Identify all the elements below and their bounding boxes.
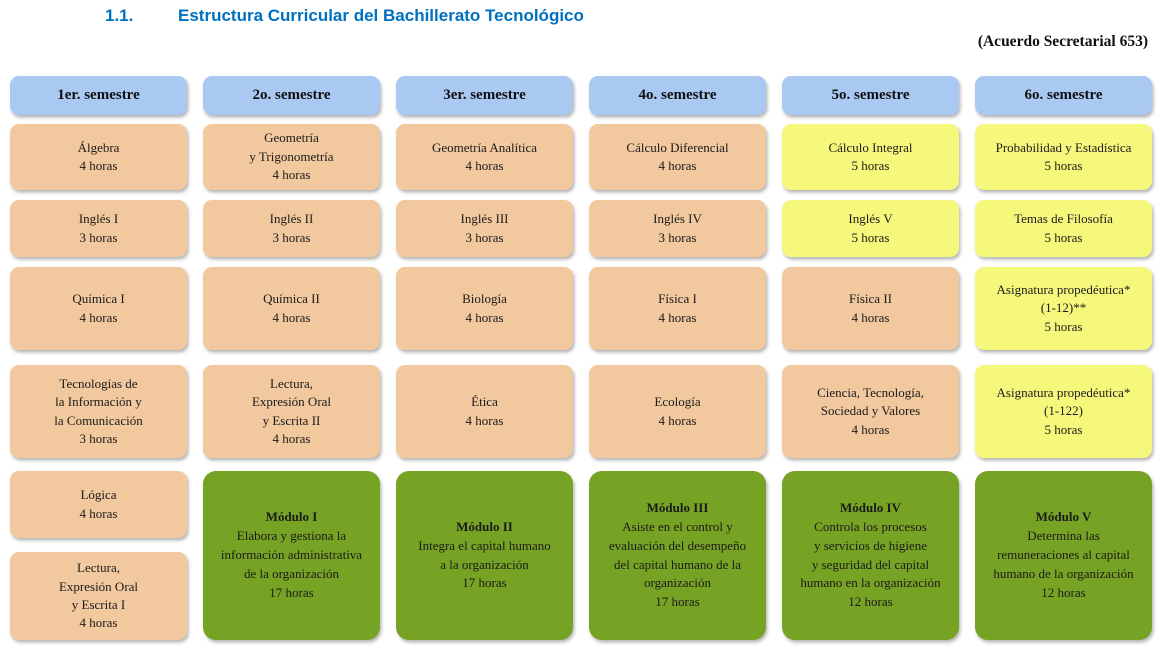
course-cell bbox=[396, 267, 573, 350]
course-cell bbox=[396, 200, 573, 257]
course-line: 4 horas bbox=[79, 158, 118, 173]
course-line: Cálculo Integral bbox=[828, 139, 913, 155]
module-cell bbox=[975, 471, 1152, 640]
course-line: 4 horas bbox=[272, 167, 311, 183]
module-title: Módulo IV bbox=[839, 499, 902, 515]
semester-column-5 bbox=[782, 76, 959, 640]
course-line: y servicios de higiene bbox=[814, 537, 927, 553]
course-cell bbox=[10, 267, 187, 350]
course-cell bbox=[782, 200, 959, 257]
course-line: 3 horas bbox=[658, 229, 697, 245]
course-line: Integra el capital humano bbox=[418, 537, 551, 553]
course-cell bbox=[589, 124, 766, 190]
course-line: 4 horas bbox=[272, 430, 311, 446]
semester-header: 4o. semestre bbox=[589, 76, 766, 115]
semester-column-4 bbox=[589, 76, 766, 640]
course-line: y Trigonometría bbox=[249, 148, 334, 164]
course-line: Biología bbox=[462, 291, 507, 307]
course-line: 3 horas bbox=[272, 229, 311, 245]
course-cell bbox=[782, 124, 959, 190]
course-line: 4 horas bbox=[79, 505, 118, 521]
course-line: 12 horas bbox=[1041, 584, 1086, 600]
module-title: Módulo I bbox=[265, 509, 318, 525]
course-cell bbox=[396, 124, 573, 190]
course-line: 4 horas bbox=[79, 309, 118, 325]
semester-column-3 bbox=[396, 76, 573, 640]
course-line: Álgebra bbox=[77, 139, 120, 155]
course-line: Lectura, bbox=[270, 375, 313, 391]
course-cell bbox=[10, 471, 187, 538]
course-line: 5 horas bbox=[851, 229, 890, 245]
course-line: de la organización bbox=[243, 565, 340, 581]
course-cell bbox=[10, 124, 187, 190]
course-line: 4 horas bbox=[851, 421, 890, 437]
course-line: la Comunicación bbox=[54, 412, 143, 428]
course-line: Elabora y gestiona la bbox=[236, 528, 347, 544]
course-line: Controla los procesos bbox=[814, 518, 927, 534]
course-line: 4 horas bbox=[465, 309, 504, 325]
course-line: Asignatura propedéutica* bbox=[996, 384, 1131, 400]
course-line: Física I bbox=[658, 291, 697, 307]
course-line: Asiste en el control y bbox=[622, 518, 733, 534]
course-line: 4 horas bbox=[658, 158, 697, 173]
course-line: 4 horas bbox=[465, 158, 504, 173]
course-cell bbox=[203, 365, 380, 458]
course-cell bbox=[203, 124, 380, 190]
semester-column-1 bbox=[10, 76, 187, 640]
course-cell bbox=[203, 267, 380, 350]
course-cell bbox=[975, 124, 1152, 190]
course-line: Inglés III bbox=[460, 211, 509, 227]
course-cell bbox=[975, 200, 1152, 257]
module-title: Módulo II bbox=[456, 518, 513, 534]
semester-header: 1er. semestre bbox=[10, 76, 187, 115]
course-line: a la organización bbox=[440, 556, 529, 572]
course-line: Cálculo Diferencial bbox=[626, 139, 729, 155]
course-cell bbox=[589, 267, 766, 350]
module-title: Módulo V bbox=[1035, 509, 1092, 525]
course-cell bbox=[782, 365, 959, 458]
course-line: humano de la organización bbox=[993, 565, 1134, 581]
course-line: Sociedad y Valores bbox=[820, 403, 921, 419]
course-line: 5 horas bbox=[1044, 229, 1083, 245]
section-title-text: Estructura Curricular del Bachillerato Tecnológico bbox=[178, 6, 584, 25]
course-line: 4 horas bbox=[465, 412, 504, 428]
course-cell bbox=[10, 365, 187, 458]
course-cell bbox=[589, 365, 766, 458]
course-cell bbox=[975, 365, 1152, 458]
course-line: (1-122) bbox=[1044, 403, 1083, 419]
semester-column-2 bbox=[203, 76, 380, 640]
course-line: y Escrita II bbox=[262, 412, 321, 428]
course-line: Temas de Filosofía bbox=[1014, 211, 1113, 227]
course-line: Inglés V bbox=[848, 211, 893, 227]
course-line: 12 horas bbox=[848, 594, 893, 610]
module-cell bbox=[396, 471, 573, 640]
curriculum-grid bbox=[10, 76, 1152, 640]
course-line: Inglés I bbox=[78, 211, 119, 227]
course-line: 3 horas bbox=[465, 229, 504, 245]
course-line: Tecnologías de bbox=[59, 375, 138, 391]
acuerdo-annotation: (Acuerdo Secretarial 653) bbox=[977, 33, 1148, 50]
course-line: 17 horas bbox=[655, 594, 700, 610]
course-line: 5 horas bbox=[1044, 158, 1083, 173]
course-line: Lectura, bbox=[77, 560, 120, 576]
course-line: remuneraciones al capital bbox=[997, 547, 1130, 563]
section-title bbox=[10, 6, 1152, 26]
course-line: 4 horas bbox=[658, 412, 697, 428]
course-line: información administrativa bbox=[220, 547, 363, 563]
course-line: 17 horas bbox=[462, 575, 507, 591]
course-line: Determina las bbox=[1027, 528, 1100, 544]
course-line: 5 horas bbox=[1044, 318, 1083, 334]
course-line: del capital humano de la bbox=[613, 556, 742, 572]
course-line: 4 horas bbox=[658, 309, 697, 325]
course-line: Ética bbox=[471, 394, 498, 410]
course-line: Ecología bbox=[654, 394, 701, 410]
semester-header: 6o. semestre bbox=[975, 76, 1152, 115]
course-line: la Información y bbox=[55, 394, 142, 410]
course-cell bbox=[10, 200, 187, 257]
course-line: 4 horas bbox=[79, 615, 118, 631]
course-line: Geometría bbox=[264, 130, 319, 146]
course-line: Asignatura propedéutica* bbox=[996, 281, 1131, 297]
module-cell bbox=[782, 471, 959, 640]
course-line: Lógica bbox=[80, 487, 117, 503]
semester-header: 3er. semestre bbox=[396, 76, 573, 115]
course-line: Expresión Oral bbox=[251, 394, 332, 410]
course-line: Probabilidad y Estadística bbox=[995, 139, 1132, 155]
course-line: 3 horas bbox=[79, 229, 118, 245]
course-line: Geometría Analítica bbox=[431, 139, 538, 155]
course-cell bbox=[782, 267, 959, 350]
course-line: 5 horas bbox=[1044, 421, 1083, 437]
course-cell bbox=[589, 200, 766, 257]
course-line: Inglés II bbox=[269, 211, 314, 227]
course-line: organización bbox=[644, 575, 711, 591]
course-cell bbox=[396, 365, 573, 458]
semester-header: 2o. semestre bbox=[203, 76, 380, 115]
course-line: 4 horas bbox=[272, 309, 311, 325]
course-line: humano en la organización bbox=[800, 575, 941, 591]
course-line: (1-12)** bbox=[1040, 300, 1087, 316]
course-line: Química II bbox=[263, 291, 320, 307]
course-line: y seguridad del capital bbox=[811, 556, 930, 572]
course-line: Inglés IV bbox=[653, 211, 702, 227]
course-cell bbox=[10, 552, 187, 640]
course-line: Química I bbox=[72, 291, 125, 307]
course-line: Ciencia, Tecnología, bbox=[817, 384, 924, 400]
module-cell bbox=[203, 471, 380, 640]
course-line: 4 horas bbox=[851, 309, 890, 325]
course-line: evaluación del desempeño bbox=[608, 537, 747, 553]
course-line: 3 horas bbox=[79, 430, 118, 446]
section-number: 1.1. bbox=[105, 6, 134, 25]
semester-column-6 bbox=[975, 76, 1152, 640]
course-cell bbox=[975, 267, 1152, 350]
course-cell bbox=[203, 200, 380, 257]
course-line: Expresión Oral bbox=[58, 578, 139, 594]
course-line: Física II bbox=[849, 291, 892, 307]
course-line: y Escrita I bbox=[71, 597, 126, 612]
course-line: 5 horas bbox=[851, 158, 890, 173]
module-title: Módulo III bbox=[646, 499, 709, 515]
course-line: 17 horas bbox=[269, 584, 314, 600]
semester-header: 5o. semestre bbox=[782, 76, 959, 115]
module-cell bbox=[589, 471, 766, 640]
